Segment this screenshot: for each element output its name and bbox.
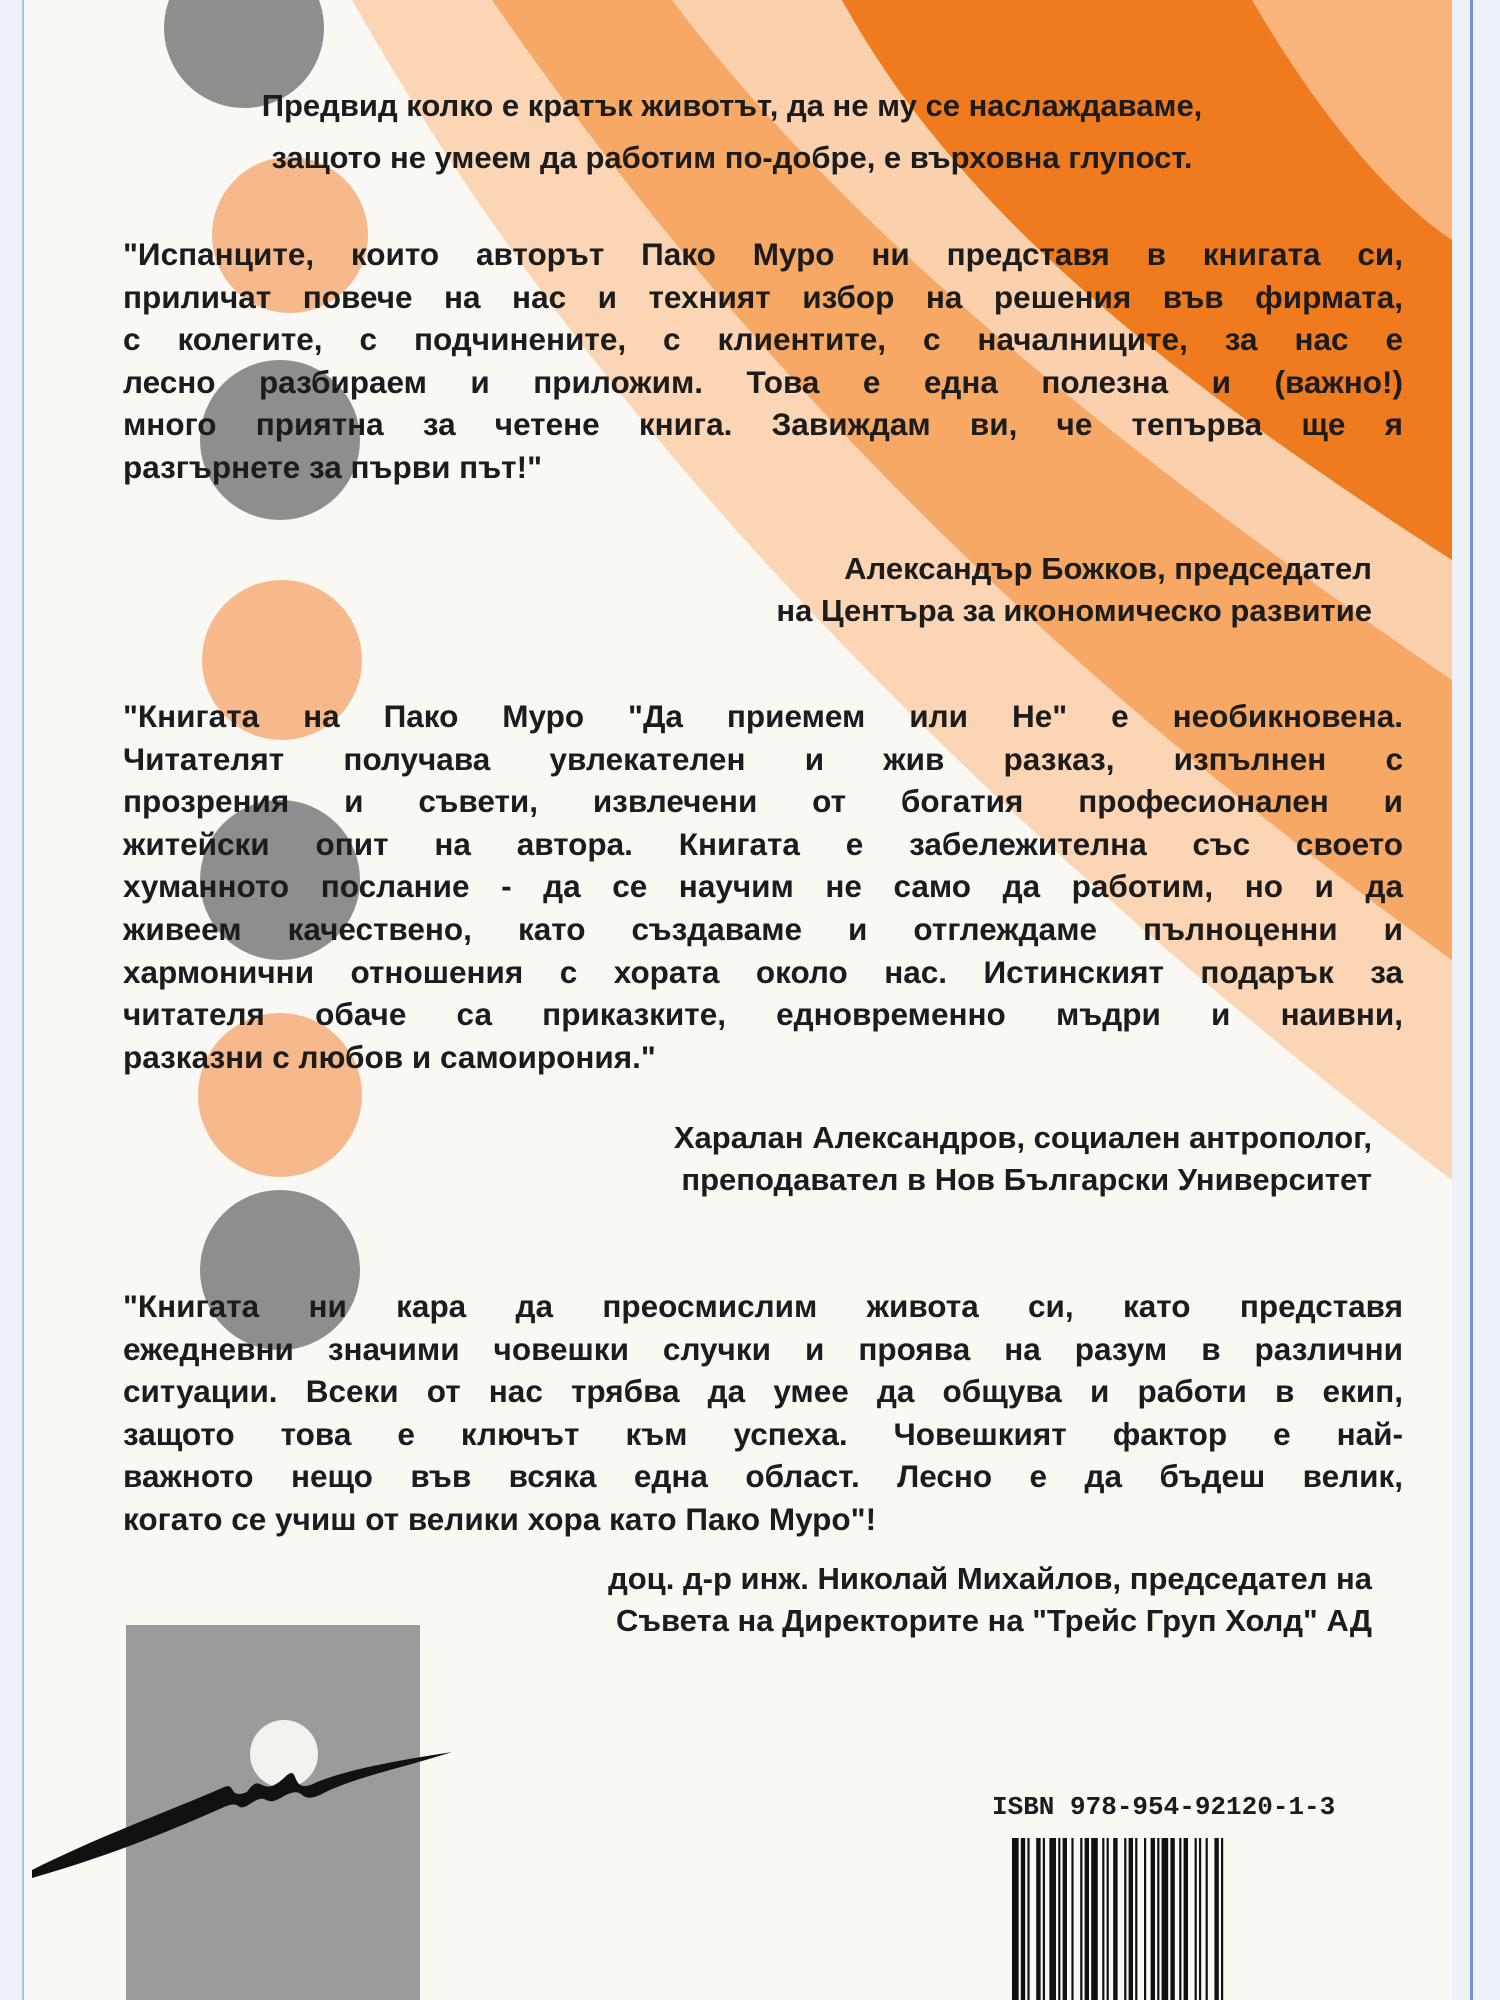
barcode-bar (1199, 1838, 1201, 2000)
notebook-paper-left (0, 0, 22, 2000)
quote-line: хармонични отношения с хората около нас. Истинският подарък за (123, 953, 1403, 990)
barcode-bar (1021, 1838, 1025, 2000)
attribution-line: Александър Божков, председател (844, 551, 1372, 586)
tagline (82, 80, 1382, 184)
attribution-bozhkov (776, 548, 1372, 632)
barcode-bar (1102, 1838, 1104, 2000)
quote-line: разгърнете за първи път!" (123, 448, 543, 485)
quote-line: прозрения и съвети, извлечени от богатия професионален и (123, 783, 1403, 820)
quote-bozhkov (123, 233, 1403, 489)
barcode-bar (1129, 1838, 1133, 2000)
quote-line: с колегите, с подчинените, с клиентите, с началниците, за нас е (123, 321, 1403, 358)
attribution-line: Харалан Александров, социален антрополог, (673, 1120, 1372, 1155)
quote-line: ежедневни значими човешки случки и проява на разум в различни (123, 1330, 1403, 1367)
barcode-bar (1124, 1838, 1126, 2000)
quote-line: приличат повече на нас и техният избор на решения във фирмата, (123, 278, 1403, 315)
barcode-bar (1058, 1838, 1060, 2000)
attribution-line: Съвета на Директорите на "Трейс Груп Холд" АД (615, 1603, 1372, 1638)
quote-line: читателя обаче са приказките, едновременно мъдри и наивни, (123, 996, 1403, 1033)
barcode-bar (1179, 1838, 1181, 2000)
quote-line: когато се учиш от велики хора като Пако Муро"! (123, 1500, 877, 1537)
barcode-icon (1012, 1838, 1392, 2000)
tagline-line-2: защото не умеем да работим по-добре, е върховна глупост. (271, 140, 1193, 175)
attribution-line: доц. д-р инж. Николай Михайлов, председател на (608, 1561, 1372, 1596)
barcode-bar (1080, 1838, 1082, 2000)
barcode-bar (1144, 1838, 1146, 2000)
barcode-bar (1107, 1838, 1109, 2000)
barcode-bar (1214, 1838, 1218, 2000)
notebook-paper-right (1452, 0, 1500, 2000)
barcode-bar (1221, 1838, 1223, 2000)
quote-line: "Испанците, които авторът Пако Муро ни представя в книгата си, (123, 236, 1403, 272)
quote-line: Читателят получава увлекателен и жив разказ, изпълнен с (123, 740, 1403, 777)
quote-line: житейски опит на автора. Книгата е забележителна със своето (123, 825, 1403, 862)
barcode-bar (1151, 1838, 1155, 2000)
barcode-bar (1085, 1838, 1089, 2000)
quote-aleksandrov (123, 695, 1403, 1078)
notebook-blue-line (1470, 0, 1473, 2000)
barcode-bar (1071, 1838, 1073, 2000)
book-back-cover (22, 0, 1452, 2000)
barcode-bar (1036, 1838, 1040, 2000)
barcode-bar (1184, 1838, 1188, 2000)
barcode-bar (1091, 1838, 1098, 2000)
quote-line: "Книгата на Пако Муро "Да приемем или Не" е необикновена. (123, 698, 1403, 734)
notebook-margin-line (22, 0, 24, 2000)
quote-line: живеем качествено, като създаваме и отглеждаме пълноценни и (123, 910, 1403, 947)
barcode-bar (1027, 1838, 1029, 2000)
barcode-bar (1170, 1838, 1174, 2000)
barcode-bar (1063, 1838, 1067, 2000)
quote-line: важното нещо във всяка една област. Лесно е да бъдеш велик, (123, 1458, 1403, 1495)
attribution-line: на Центъра за икономическо развитие (776, 593, 1372, 628)
attribution-mihaylov (608, 1558, 1372, 1642)
barcode-bar (1113, 1838, 1117, 2000)
quote-line: хуманното послание - да се научим не само да работим, но и да (123, 868, 1403, 905)
isbn-number: ISBN 978-954-92120-1-3 (992, 1792, 1336, 1822)
quote-line: "Книгата ни кара да преосмислим живота си, като представя (123, 1288, 1403, 1324)
quote-line: защото това е ключът към успеха. Човешкият фактор е най- (123, 1415, 1403, 1452)
publisher-logo-icon (22, 1660, 482, 1900)
attribution-aleksandrov (674, 1117, 1372, 1201)
barcode-bar (1135, 1838, 1137, 2000)
tagline-line-1: Предвид колко е кратък животът, да не му се наслаждаваме, (261, 88, 1203, 123)
barcode-bar (1162, 1838, 1169, 2000)
barcode-bar (1157, 1838, 1159, 2000)
quote-line: лесно разбираем и приложим. Това е една полезна и (важно!) (123, 363, 1403, 400)
attribution-line: преподавател в Нов Български Университет (681, 1162, 1372, 1197)
barcode-bar (1049, 1838, 1056, 2000)
barcode-bar (1195, 1838, 1197, 2000)
barcode-bar (1206, 1838, 1208, 2000)
quote-line: разказни с любов и самоирония." (123, 1038, 656, 1075)
quote-line: ситуации. Всеки от нас трябва да умее да общува и работи в екип, (123, 1373, 1403, 1410)
quote-mihaylov (123, 1285, 1403, 1541)
quote-line: много приятна за четене книга. Завиждам ви, че тепърва ще я (123, 406, 1403, 443)
barcode-bar (1012, 1838, 1019, 2000)
barcode-bar (1043, 1838, 1045, 2000)
